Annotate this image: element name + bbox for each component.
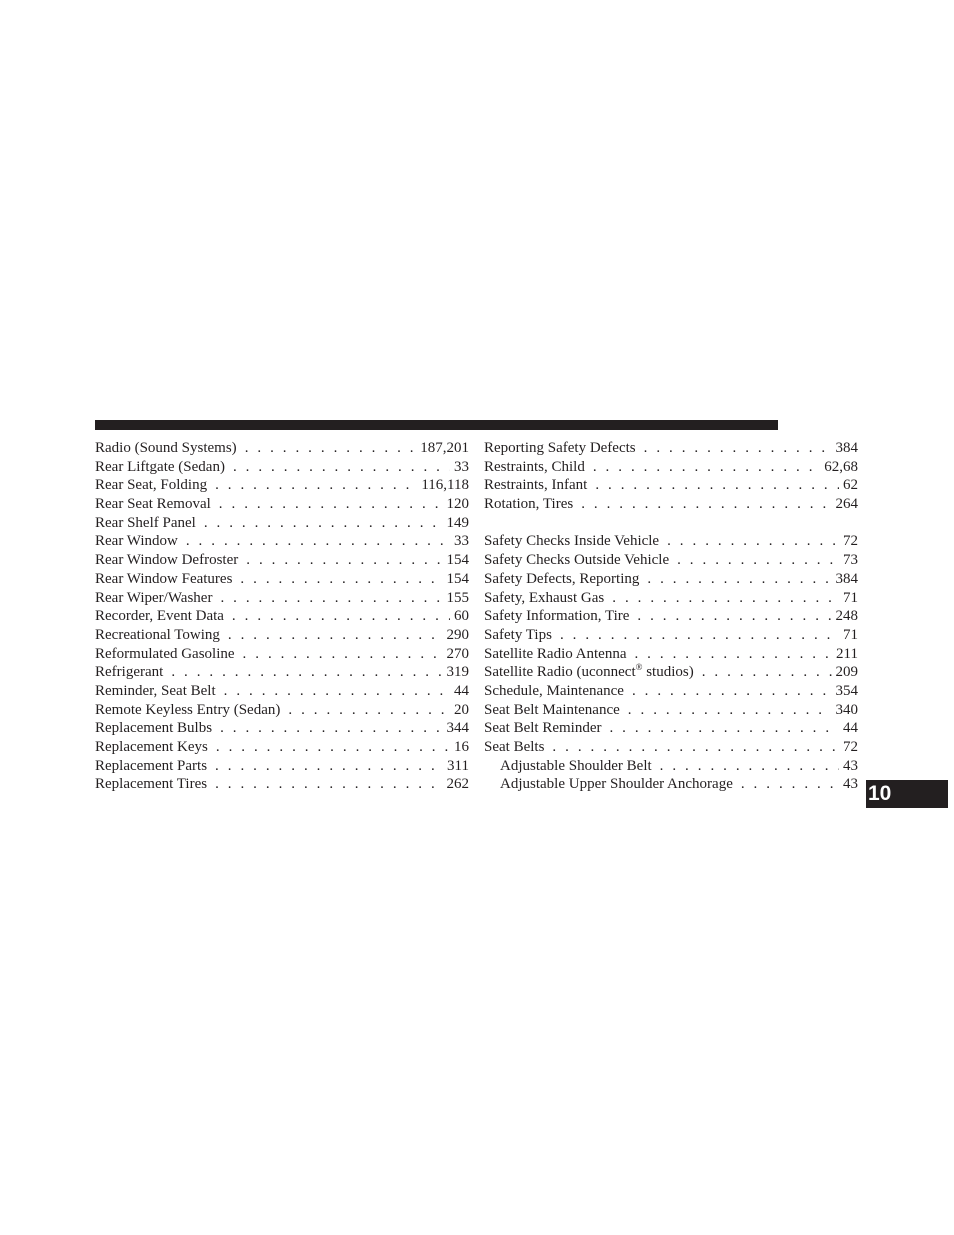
index-entry	[95, 476, 469, 495]
index-page: 149	[446, 514, 469, 531]
index-term: Radio (Sound Systems)	[95, 440, 237, 456]
index-page: 16	[454, 739, 469, 755]
index-page: 73	[843, 552, 858, 569]
index-term: Rotation, Tires	[484, 496, 574, 513]
leader-dots	[228, 626, 443, 645]
index-term: Rear Window Features	[95, 570, 233, 587]
index-term: Replacement Parts	[95, 757, 208, 774]
index-page: 72	[843, 533, 858, 550]
leader-dots	[288, 701, 450, 720]
index-term: Replacement Tires	[95, 776, 208, 793]
leader-dots	[609, 719, 839, 738]
index-term: Adjustable Upper Shoulder Anchorage	[500, 776, 733, 793]
section-header-rule	[95, 420, 778, 430]
leader-dots	[667, 532, 839, 551]
index-term	[484, 663, 694, 682]
index-page: 71	[843, 589, 858, 606]
leader-dots	[612, 589, 839, 608]
leader-dots	[552, 738, 839, 757]
index-entry	[484, 626, 858, 645]
index-entry	[484, 645, 858, 664]
leader-dots	[216, 738, 450, 757]
index-entry	[95, 514, 469, 533]
index-entry	[484, 476, 858, 495]
index-term: Replacement Keys	[95, 739, 208, 755]
index-term: Adjustable Shoulder Belt	[500, 757, 652, 774]
index-entry	[95, 701, 469, 720]
leader-dots	[581, 495, 831, 514]
index-page: 344	[446, 720, 469, 737]
registered-mark: ®	[635, 662, 643, 673]
leader-dots	[246, 551, 442, 570]
index-entry	[484, 719, 858, 738]
index-term: Remote Keyless Entry (Sedan)	[95, 701, 281, 718]
index-entry	[484, 439, 858, 458]
index-term: Replacement Bulbs	[95, 720, 213, 737]
index-entry	[95, 719, 469, 738]
leader-dots	[560, 626, 839, 645]
index-page: 187,201	[420, 440, 469, 456]
index-entry	[95, 570, 469, 589]
leader-dots	[245, 439, 417, 458]
leader-dots	[632, 682, 832, 701]
leader-dots	[595, 476, 839, 495]
index-entry	[95, 775, 469, 794]
leader-dots	[215, 757, 443, 776]
index-term: Rear Window Defroster	[95, 552, 239, 569]
index-entry	[95, 682, 469, 701]
leader-dots	[215, 476, 417, 495]
leader-dots	[702, 663, 832, 682]
leader-dots	[628, 701, 832, 720]
index-page: 62	[843, 477, 858, 494]
index-entry	[484, 607, 858, 626]
index-term: Rear Seat, Folding	[95, 477, 208, 494]
index-entry	[95, 757, 469, 776]
index-entry	[95, 532, 469, 551]
index-term: Rear Liftgate (Sedan)	[95, 458, 225, 475]
index-term: Safety Tips	[484, 626, 552, 643]
index-term-part: Satellite Radio (uconnect	[484, 664, 636, 681]
index-page: 44	[454, 682, 469, 699]
leader-dots	[637, 607, 831, 626]
index-page: 154	[446, 570, 469, 587]
index-page: 33	[454, 458, 469, 475]
index-term: Safety, Exhaust Gas	[484, 589, 605, 606]
index-page: 262	[446, 776, 469, 793]
index-page: 33	[454, 533, 469, 550]
index-entry	[484, 738, 858, 757]
index-entry	[95, 495, 469, 514]
index-page: 71	[843, 626, 858, 643]
index-term: Safety Checks Inside Vehicle	[484, 533, 660, 550]
index-term: Satellite Radio Antenna	[484, 645, 627, 662]
leader-dots	[224, 682, 450, 701]
leader-dots	[644, 439, 832, 458]
index-term-part: studios)	[642, 664, 694, 681]
index-page: 384	[835, 570, 858, 587]
leader-dots	[634, 645, 832, 664]
leader-dots	[660, 757, 839, 776]
index-term: Rear Wiper/Washer	[95, 589, 213, 606]
leader-dots	[186, 532, 450, 551]
index-page: 62,68	[824, 458, 858, 475]
index-term: Recorder, Event Data	[95, 608, 224, 625]
index-page: 72	[843, 739, 858, 755]
index-entry	[95, 626, 469, 645]
index-page: 290	[446, 626, 469, 643]
index-entry	[484, 701, 858, 720]
index-page: 311	[447, 757, 469, 774]
index-entry	[484, 495, 858, 514]
index-page: 43	[843, 757, 858, 774]
group-spacer	[484, 514, 858, 533]
index-entry	[95, 645, 469, 664]
index-term: Seat Belt Maintenance	[484, 701, 620, 718]
leader-dots	[240, 570, 442, 589]
index-page: 60	[454, 608, 469, 625]
index-entry	[95, 589, 469, 608]
index-page: 155	[446, 589, 469, 606]
leader-dots	[232, 607, 450, 626]
index-entry	[484, 551, 858, 570]
index-page: 340	[835, 701, 858, 718]
index-term: Seat Belts	[484, 739, 545, 755]
index-term: Seat Belt Reminder	[484, 720, 602, 737]
index-entry	[484, 570, 858, 589]
leader-dots	[741, 775, 839, 794]
index-entry	[484, 663, 858, 682]
index-term: Reminder, Seat Belt	[95, 682, 216, 699]
index-term: Safety Defects, Reporting	[484, 570, 640, 587]
index-page: 120	[446, 496, 469, 513]
index-subentry	[484, 775, 858, 794]
leader-dots	[220, 589, 442, 608]
index-entry	[484, 682, 858, 701]
index-term: Recreational Towing	[95, 626, 220, 643]
leader-dots	[215, 775, 442, 794]
index-page: 270	[446, 645, 469, 662]
leader-dots	[171, 663, 442, 682]
index-page: 354	[835, 682, 858, 699]
index-term: Rear Window	[95, 533, 178, 550]
index-term: Safety Checks Outside Vehicle	[484, 552, 670, 569]
index-page: 209	[835, 664, 858, 681]
index-page: 116,118	[421, 477, 469, 494]
index-term: Rear Seat Removal	[95, 496, 211, 513]
index-page: 264	[835, 496, 858, 513]
leader-dots	[220, 719, 442, 738]
index-entry	[95, 439, 469, 458]
index-term: Rear Shelf Panel	[95, 514, 196, 531]
section-tab: 10	[866, 780, 948, 808]
leader-dots	[243, 645, 443, 664]
index-page: 20	[454, 701, 469, 718]
index-entry	[95, 738, 469, 757]
index-term: Safety Information, Tire	[484, 608, 630, 625]
leader-dots	[647, 570, 831, 589]
index-term: Restraints, Infant	[484, 477, 588, 494]
index-page: 319	[446, 664, 469, 681]
leader-dots	[219, 495, 443, 514]
index-term: Refrigerant	[95, 664, 164, 681]
leader-dots	[204, 514, 443, 533]
index-entry	[95, 458, 469, 477]
leader-dots	[677, 551, 839, 570]
index-term: Reformulated Gasoline	[95, 645, 235, 662]
leader-dots	[593, 458, 820, 477]
index-page: 43	[843, 776, 858, 793]
index-entry	[484, 589, 858, 608]
index-term: Schedule, Maintenance	[484, 682, 624, 699]
index-page: 248	[835, 608, 858, 625]
index-entry	[95, 607, 469, 626]
index-term: Reporting Safety Defects	[484, 440, 636, 456]
index-column-right	[484, 439, 858, 794]
index-page: 211	[836, 645, 858, 662]
index-subentry	[484, 757, 858, 776]
index-entry	[484, 532, 858, 551]
index-entry	[484, 458, 858, 477]
index-entry	[95, 663, 469, 682]
leader-dots	[233, 458, 450, 477]
index-page: 44	[843, 720, 858, 737]
index-column-left	[95, 439, 469, 794]
index-page: 154	[446, 552, 469, 569]
index-term: Restraints, Child	[484, 458, 585, 475]
index-entry	[95, 551, 469, 570]
index-page: 384	[835, 440, 858, 456]
